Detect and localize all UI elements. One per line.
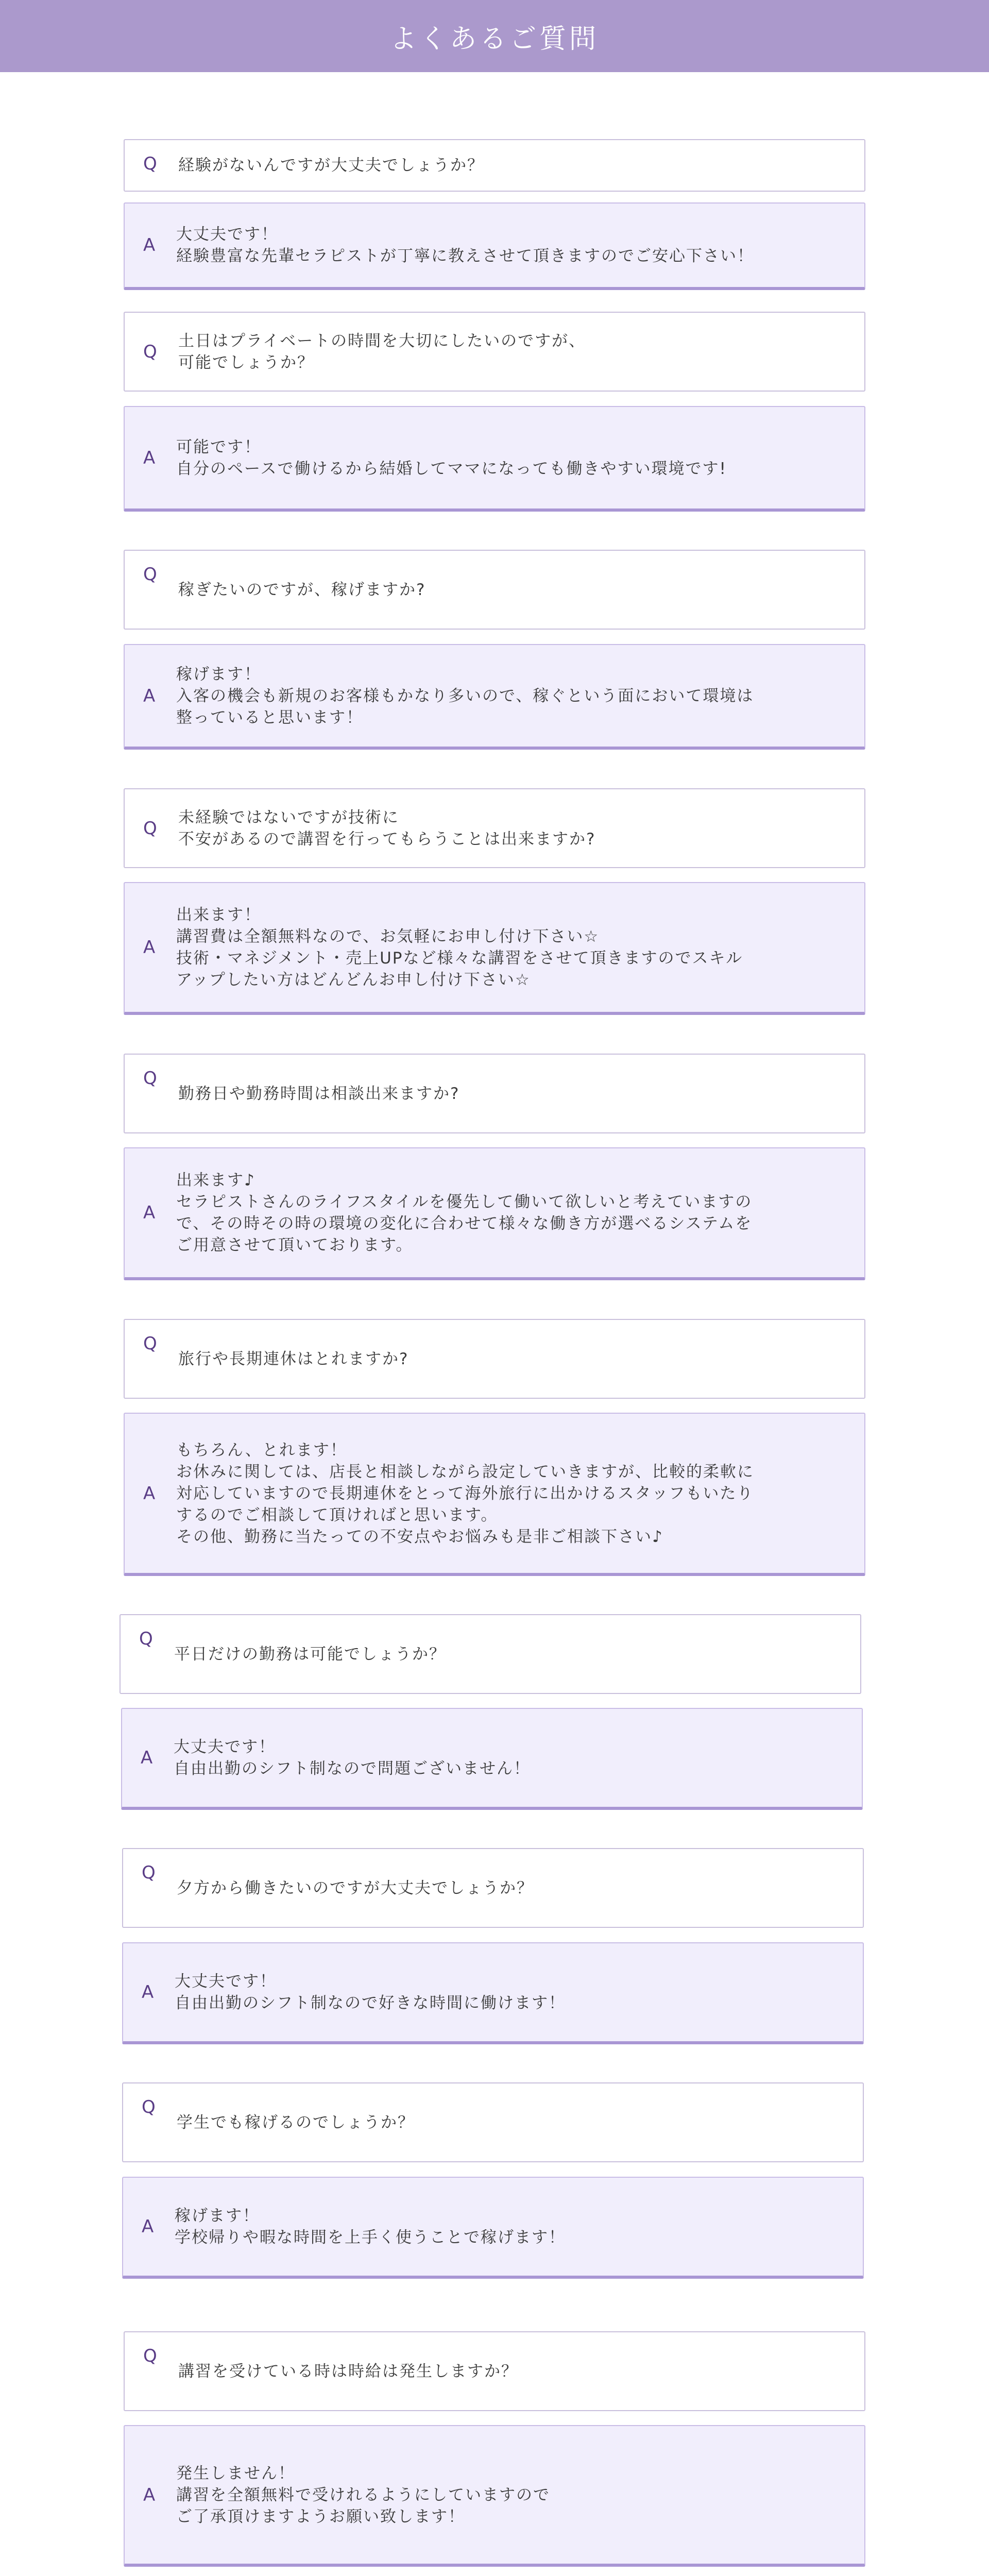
- faq-answer: [124, 644, 865, 750]
- question-mark: Q: [139, 1629, 153, 1649]
- faq-answer: [124, 1147, 865, 1280]
- faq-question: [124, 312, 865, 392]
- question-mark: Q: [143, 818, 157, 839]
- answer-mark: A: [141, 1748, 153, 1768]
- faq-question: [120, 1614, 861, 1694]
- question-mark: Q: [142, 1862, 156, 1883]
- answer-text: 稼げます！ 入客の機会も新規のお客様もかなり多いので、稼ぐという面において環境は 整っていると思います！: [176, 665, 754, 727]
- faq-answer: [124, 406, 865, 512]
- question-text: 経験がないんですが大丈夫でしょうか？: [178, 156, 484, 175]
- answer-text: 発生しません！ 講習を全額無料で受けれるようにしていますので ご了承頂けますようお願い致します！: [176, 2464, 550, 2526]
- answer-text: 大丈夫です！ 経験豊富な先輩セラピストが丁寧に教えさせて頂きますのでご安心下さい！: [176, 225, 754, 265]
- faq-answer: [122, 1942, 864, 2044]
- question-mark: Q: [143, 341, 157, 362]
- question-text: 平日だけの勤務は可能でしょうか？: [174, 1645, 446, 1664]
- question-mark: Q: [143, 564, 157, 585]
- question-text: 未経験ではないですが技術に 不安があるので講習を行ってもらうことは出来ますか?: [178, 808, 596, 849]
- faq-question: [124, 1054, 865, 1133]
- question-text: 旅行や長期連休はとれますか?: [178, 1349, 409, 1368]
- answer-text: 大丈夫です！ 自由出勤のシフト制なので好きな時間に働けます！: [175, 1972, 566, 2012]
- faq-answer: [121, 1708, 863, 1810]
- faq-question: [122, 1848, 864, 1928]
- faq-answer: [124, 1413, 865, 1576]
- question-text: 夕方から働きたいのですが大丈夫でしょうか？: [177, 1878, 534, 1897]
- answer-mark: A: [143, 447, 156, 468]
- faq-question: [124, 139, 865, 192]
- answer-text: 稼げます！ 学校帰りや暇な時間を上手く使うことで稼げます！: [175, 2207, 566, 2247]
- question-mark: Q: [143, 1068, 157, 1089]
- question-text: 学生でも稼げるのでしょうか？: [177, 2113, 415, 2132]
- question-mark: Q: [143, 2346, 157, 2366]
- faq-answer: [124, 202, 865, 290]
- answer-mark: A: [143, 2484, 156, 2505]
- answer-mark: A: [143, 1202, 156, 1223]
- answer-mark: A: [143, 235, 156, 256]
- answer-text: 可能です！ 自分のペースで働けるから結婚してママになっても働きやすい環境です!: [176, 437, 727, 478]
- question-text: 勤務日や勤務時間は相談出来ますか?: [178, 1084, 460, 1103]
- faq-question: [124, 1319, 865, 1399]
- answer-mark: A: [143, 1483, 156, 1504]
- question-mark: Q: [142, 2097, 156, 2117]
- answer-mark: A: [142, 2216, 154, 2237]
- question-mark: Q: [143, 154, 157, 174]
- faq-question: [124, 550, 865, 630]
- faq-answer: [124, 2425, 865, 2567]
- page-title: よくあるご質問: [389, 23, 599, 55]
- faq-question: [122, 2082, 864, 2162]
- question-text: 稼ぎたいのですが、稼げますか?: [178, 580, 426, 599]
- answer-mark: A: [143, 685, 156, 706]
- faq-answer: [122, 2177, 864, 2279]
- answer-mark: A: [143, 937, 156, 958]
- faq-question: [124, 788, 865, 868]
- faq-question: [124, 2331, 865, 2411]
- question-mark: Q: [143, 1333, 157, 1354]
- answer-mark: A: [142, 1982, 154, 2003]
- question-text: 講習を受けている時は時給は発生しますか？: [178, 2362, 518, 2381]
- answer-text: 出来ます！ 講習費は全額無料なので、お気軽にお申し付け下さい☆ 技術・マネジメント・売上UPなど様々な講習をさせて頂きますのでスキル アップしたい方はどんどんお申し付け下さい☆: [176, 906, 743, 989]
- answer-text: 大丈夫です！ 自由出勤のシフト制なので問題ございません！: [174, 1738, 531, 1778]
- faq-answer: [124, 882, 865, 1015]
- answer-text: 出来ます♪ セラピストさんのライフスタイルを優先して働いて欲しいと考えていますの で、その時その時の環境の変化に合わせて様々な働き方が選べるシステムを ご用意させて頂いております。: [176, 1171, 753, 1255]
- question-text: 土日はプライベートの時間を大切にしたいのですが、 可能でしょうか？: [178, 331, 586, 372]
- answer-text: もちろん、とれます！ お休みに関しては、店長と相談しながら設定していきますが、比較的柔軟に 対応していますので長期連休をとって海外旅行に出かけるスタッフもいたり するのでご相談して頂ければと思います。 その他、勤務に当たっての不安点やお悩みも是非ご相談下さい♪: [176, 1440, 754, 1546]
